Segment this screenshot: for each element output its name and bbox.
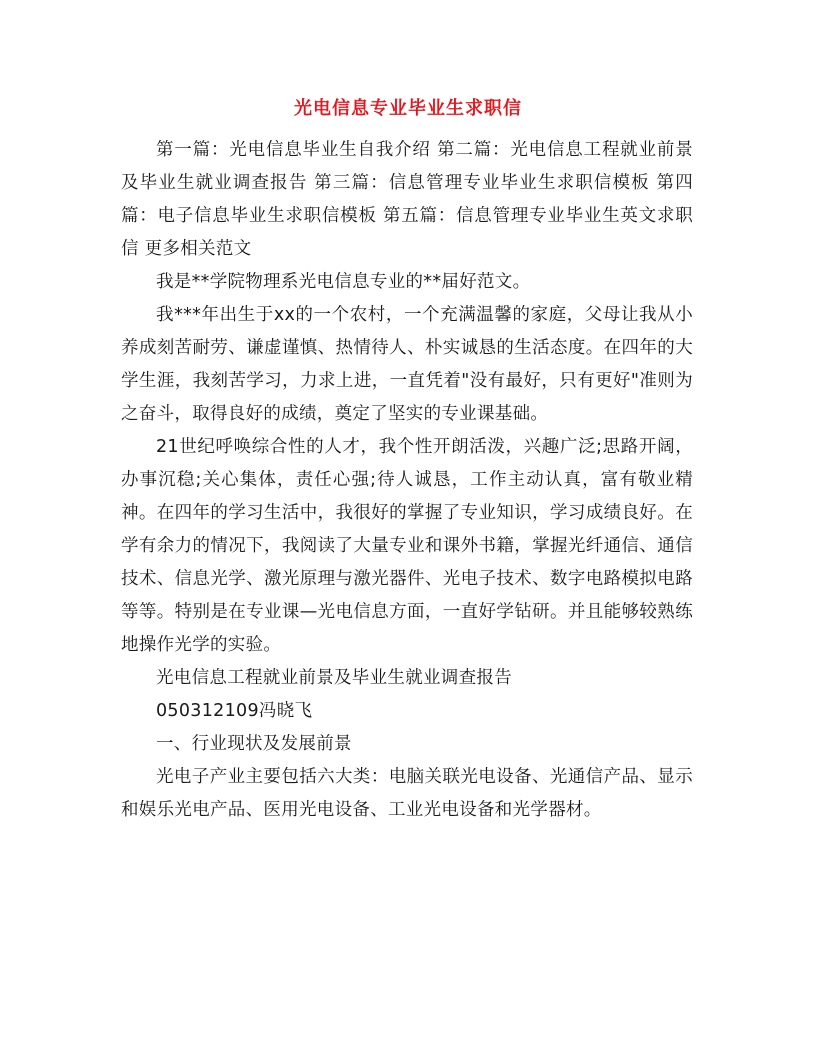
document-title: 光电信息专业毕业生求职信	[294, 98, 522, 119]
paragraph-contents: 第一篇：光电信息毕业生自我介绍 第二篇：光电信息工程就业前景及毕业生就业调查报告 第三篇：信息管理专业毕业生求职信模板 第四篇：电子信息毕业生求职信模板 第五篇：信息管理专业毕业生英文求职信 更多相关范文	[121, 140, 693, 259]
paragraph-intro: 我是**学院物理系光电信息专业的**届好范文。	[156, 272, 531, 292]
paragraph-author: 050312109冯晓飞	[156, 701, 313, 721]
paragraph-industry: 光电子产业主要包括六大类：电脑关联光电设备、光通信产品、显示和娱乐光电产品、医用光电设备、工业光电设备和光学器材。	[121, 767, 693, 820]
paragraph-report-title: 光电信息工程就业前景及毕业生就业调查报告	[156, 668, 512, 688]
document-body	[121, 134, 693, 827]
paragraph-background: 我***年出生于xx的一个农村，一个充满温馨的家庭，父母让我从小养成刻苦耐劳、谦虚谨慎、热情待人、朴实诚恳的生活态度。在四年的大学生涯，我刻苦学习，力求上进，一直凭着"没有最好，只有更好"准则为之奋斗，取得良好的成绩，奠定了坚实的专业课基础。	[121, 305, 693, 424]
paragraph-skills: 21世纪呼唤综合性的人才，我个性开朗活泼，兴趣广泛;思路开阔，办事沉稳;关心集体，责任心强;待人诚恳，工作主动认真，富有敬业精神。在四年的学习生活中，我很好的掌握了专业知识，学习成绩良好。在学有余力的情况下，我阅读了大量专业和课外书籍，掌握光纤通信、通信技术、信息光学、激光原理与激光器件、光电子技术、数字电路模拟电路等等。特别是在专业课—光电信息方面，一直好学钻研。并且能够较熟练地操作光学的实验。	[121, 437, 693, 655]
paragraph-section-heading: 一、行业现状及发展前景	[156, 734, 352, 754]
